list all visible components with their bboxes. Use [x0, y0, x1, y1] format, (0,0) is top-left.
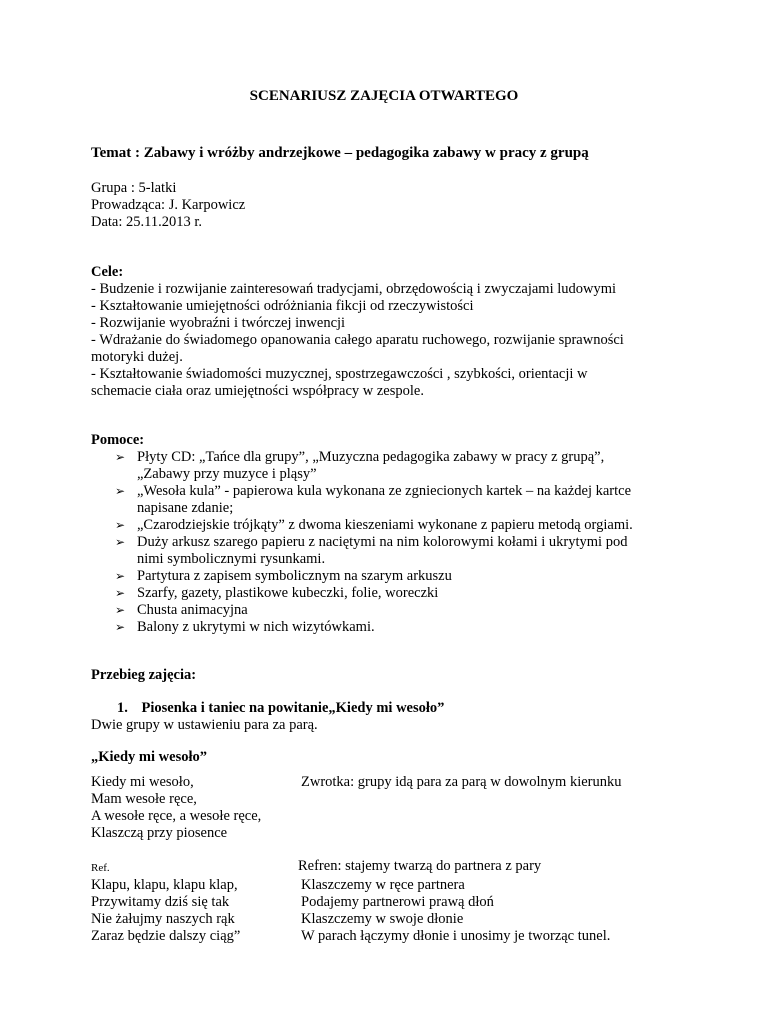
- meta-group: Grupa : 5-latki: [91, 180, 177, 196]
- aids-heading: Pomoce:: [91, 432, 145, 448]
- refrain-row: Przywitamy dziś się tak Podajemy partnerowi prawą dłoń: [91, 894, 494, 910]
- aids-section: [91, 432, 633, 636]
- lesson-topic: Temat : Zabawy i wróżby andrzejkowe – pedagogika zabawy w pracy z grupą: [91, 145, 589, 161]
- aid-item: ➢ „Czarodziejskie trójkąty” z dwoma kieszeniami wykonane z papieru metodą orgiami.: [115, 517, 633, 533]
- step-1-number: 1.: [117, 700, 128, 716]
- goals-heading: Cele:: [91, 264, 124, 280]
- verse-row: Kiedy mi wesoło, Zwrotka: grupy idą para za parą w dowolnym kierunku: [91, 774, 622, 790]
- aid-item: ➢ Szarfy, gazety, plastikowe kubeczki, folie, woreczki: [115, 585, 439, 601]
- goal-line: motoryki dużej.: [91, 349, 183, 365]
- goal-line: - Rozwijanie wyobraźni i twórczej inwencji: [91, 315, 346, 331]
- aid-item: ➢ Partytura z zapisem symbolicznym na szarym arkuszu: [115, 568, 452, 584]
- aid-item: ➢ Duży arkusz szarego papieru z naciętymi na nim kolorowymi kołami i ukrytymi pod nimi symbolicznymi rysunkami.: [115, 534, 628, 567]
- aid-item: ➢ Płyty CD: „Tańce dla grupy”, „Muzyczna pedagogika zabawy w pracy z grupą”, „Zabawy przy muzyce i pląsy”: [115, 449, 605, 482]
- arrow-bullet-icon: ➢: [115, 518, 126, 532]
- refrain-table: [91, 858, 610, 945]
- aid-item: ➢ „Wesoła kula” - papierowa kula wykonana ze zgniecionych kartek – na każdej kartce napisane zdanie;: [115, 483, 632, 516]
- refrain-row: Klapu, klapu, klapu klap, Klaszczemy w ręce partnera: [91, 877, 465, 893]
- refrain-row: Ref. Refren: stajemy twarzą do partnera z pary: [91, 858, 542, 874]
- arrow-bullet-icon: ➢: [115, 569, 126, 583]
- arrow-bullet-icon: ➢: [115, 484, 126, 498]
- goal-line: schemacie ciała oraz umiejętności współpracy w zespole.: [91, 383, 424, 399]
- aid-item: ➢ Balony z ukrytymi w nich wizytówkami.: [115, 619, 375, 635]
- refrain-row: Zaraz będzie dalszy ciąg” W parach łączymy dłonie i unosimy je tworząc tunel.: [91, 928, 611, 944]
- aid-item: ➢ Chusta animacyjna: [115, 602, 248, 618]
- arrow-bullet-icon: ➢: [115, 586, 126, 600]
- arrow-bullet-icon: ➢: [115, 535, 126, 549]
- song-title: „Kiedy mi wesoło”: [91, 749, 207, 765]
- meta-date: Data: 25.11.2013 r.: [91, 214, 203, 230]
- verse-row: Mam wesołe ręce,: [91, 791, 197, 807]
- arrow-bullet-icon: ➢: [115, 603, 126, 617]
- step-1-title: 1. Piosenka i taniec na powitanie„Kiedy mi wesoło”: [117, 700, 445, 716]
- aids-list: [91, 449, 633, 636]
- course-heading-text: Przebieg zajęcia:: [91, 667, 197, 683]
- step-1-description: Dwie grupy w ustawieniu para za parą.: [91, 717, 318, 733]
- verse-row: Klaszczą przy piosence: [91, 825, 228, 841]
- goals-section: [91, 264, 624, 400]
- arrow-bullet-icon: ➢: [115, 620, 126, 634]
- arrow-bullet-icon: ➢: [115, 450, 126, 464]
- verse-row: A wesołe ręce, a wesołe ręce,: [91, 808, 262, 824]
- meta-teacher: Prowadząca: J. Karpowicz: [91, 197, 246, 213]
- refrain-row: Nie żałujmy naszych rąk Klaszczemy w swoje dłonie: [91, 911, 464, 927]
- goal-line: - Kształtowanie świadomości muzycznej, spostrzegawczości , szybkości, orientacji w: [91, 366, 588, 382]
- goal-line: - Budzenie i rozwijanie zainteresowań tradycjami, obrzędowością i zwyczajami ludowymi: [91, 281, 617, 297]
- goal-line: - Kształtowanie umiejętności odróżniania fikcji od rzeczywistości: [91, 298, 474, 314]
- verse-table: [91, 774, 622, 842]
- goal-line: - Wdrażanie do świadomego opanowania całego aparatu ruchowego, rozwijanie sprawności: [91, 332, 624, 348]
- document-title: SCENARIUSZ ZAJĘCIA OTWARTEGO: [249, 88, 519, 104]
- lesson-meta: [91, 180, 245, 231]
